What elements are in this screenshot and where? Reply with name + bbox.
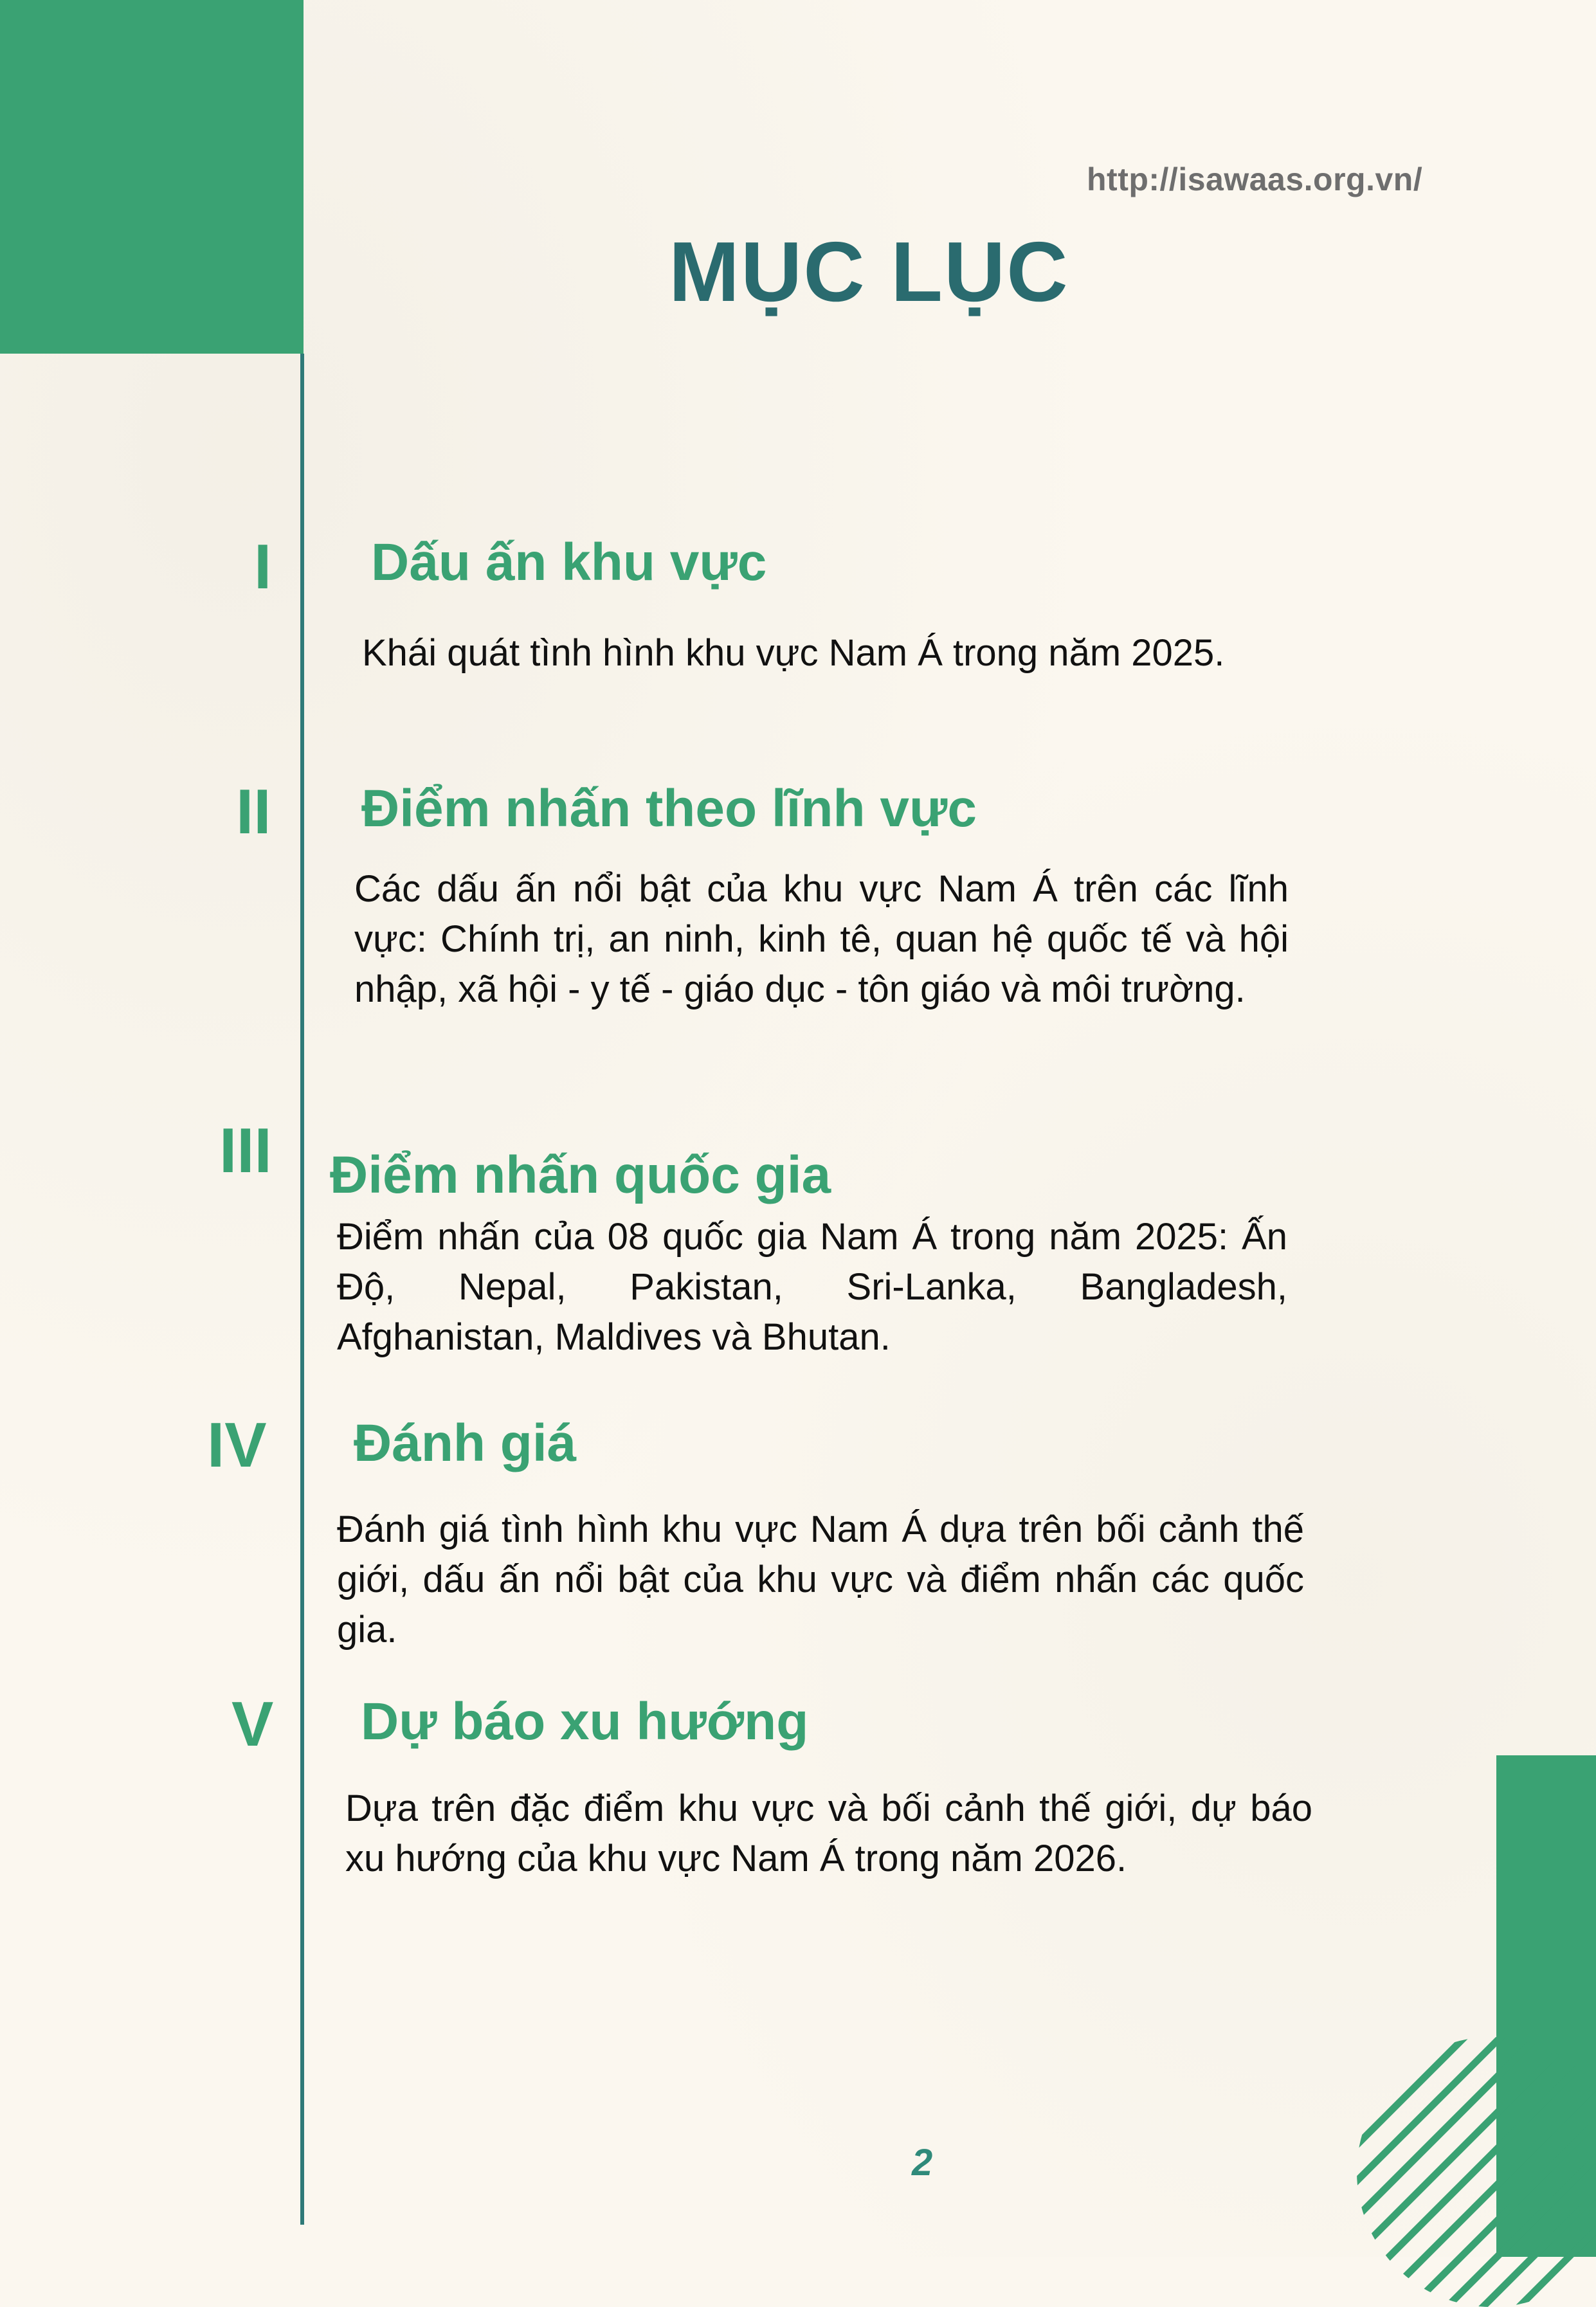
section-numeral-5: V (231, 1688, 274, 1759)
section-numeral-2: II (236, 776, 271, 847)
section-description-4: Đánh giá tình hình khu vực Nam Á dựa trên bối cảnh thế giới, dấu ấn nổi bật của khu vực và điểm nhấn các quốc gia. (337, 1508, 1304, 1651)
striped-circle-decoration (1357, 2037, 1596, 2307)
section-title-2[interactable]: Điểm nhấn theo lĩnh vực (361, 779, 977, 838)
section-numeral-4: IV (207, 1409, 267, 1480)
section-description-5: Dựa trên đặc điểm khu vực và bối cảnh thế giới, dự báo xu hướng của khu vực Nam Á trong năm 2026. (345, 1787, 1312, 1879)
vertical-divider-line (300, 354, 304, 2225)
section-title-4[interactable]: Đánh giá (354, 1414, 577, 1472)
page-number: 2 (912, 2142, 933, 2184)
section-description-3: Điểm nhấn của 08 quốc gia Nam Á trong năm 2025: Ấn Độ, Nepal, Pakistan, Sri-Lanka, Bangladesh, Afghanistan, Maldives và Bhutan. (337, 1216, 1287, 1358)
section-numeral-3: III (219, 1115, 272, 1186)
section-description-2: Các dấu ấn nổi bật của khu vực Nam Á trên các lĩnh vực: Chính trị, an ninh, kinh tê, quan hệ quốc tế và hội nhập, xã hội - y tế - giáo dục - tôn giáo và môi trường. (354, 868, 1289, 1010)
page-title: MỤC LỤC (669, 224, 1069, 319)
section-title-3[interactable]: Điểm nhấn quốc gia (330, 1146, 831, 1204)
top-left-green-block (0, 0, 304, 354)
section-description-1: Khái quát tình hình khu vực Nam Á trong năm 2025. (362, 632, 1225, 674)
website-url[interactable]: http://isawaas.org.vn/ (1087, 161, 1423, 197)
section-numeral-1: I (254, 531, 272, 602)
section-title-5[interactable]: Dự báo xu hướng (361, 1692, 809, 1751)
section-title-1[interactable]: Dấu ấn khu vực (371, 533, 767, 592)
